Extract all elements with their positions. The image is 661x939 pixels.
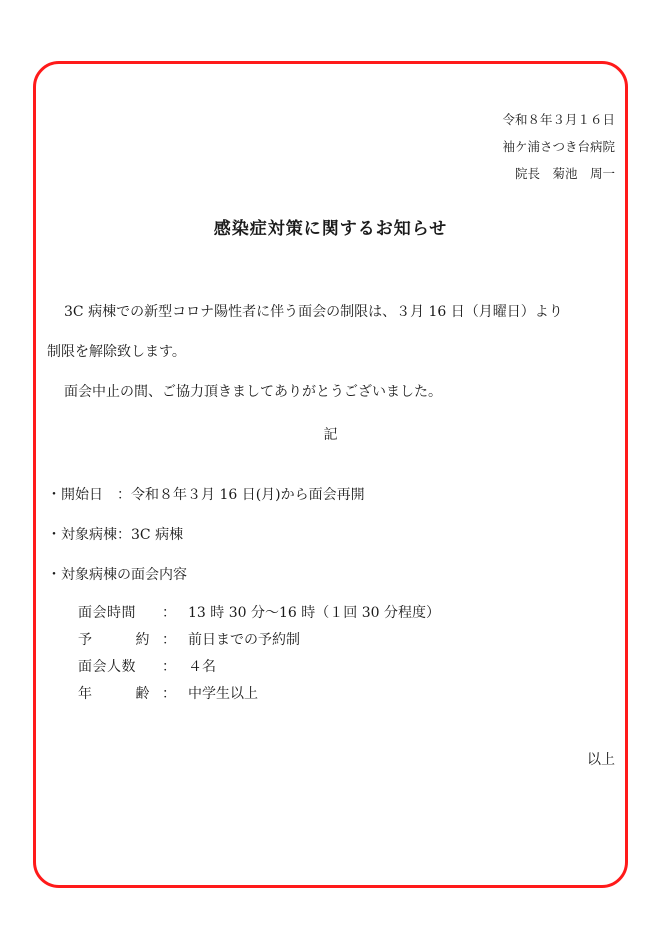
detail-label-char: 約 (135, 631, 150, 648)
body-line-3: 面会中止の間、ご協力頂きましてありがとうございました。 (64, 384, 442, 400)
body-line-1: 3C 病棟での新型コロナ陽性者に伴う面会の制限は、３月 16 日（月曜日）より (64, 304, 563, 320)
detail-label-char: 予 (78, 631, 93, 648)
detail-colon: ： (162, 604, 176, 621)
detail-colon: ： (162, 658, 176, 675)
closing-mark: 以上 (587, 752, 615, 768)
body-line-2: 制限を解除致します。 (47, 344, 186, 360)
detail-label: 面会時間 (78, 604, 136, 621)
detail-row-hours (78, 598, 440, 625)
detail-value: 13 時 30 分～16 時（１回 30 分程度） (188, 604, 440, 621)
detail-label-spread (78, 629, 150, 649)
detail-label-char: 年 (78, 685, 93, 702)
header-block (502, 106, 615, 187)
detail-row-reservation (78, 625, 440, 652)
ki-heading: 記 (323, 427, 338, 443)
visit-details (78, 598, 440, 706)
detail-colon: ： (162, 631, 176, 648)
bullet-start-date: ・開始日 ：令和８年３月 16 日(月)から面会再開 (47, 487, 365, 503)
notice-title: 感染症対策に関するお知らせ (213, 219, 448, 239)
detail-label (78, 683, 150, 703)
detail-row-age (78, 679, 440, 706)
detail-value: ４名 (188, 658, 216, 675)
detail-label-spread (78, 683, 150, 703)
detail-label: 面会人数 (78, 658, 136, 675)
hospital-name: 袖ケ浦さつき台病院 (502, 139, 615, 154)
director-name: 院長 菊池 周一 (514, 166, 615, 181)
detail-label (78, 629, 150, 649)
detail-value: 中学生以上 (188, 685, 258, 702)
detail-colon: ： (162, 685, 176, 702)
detail-row-visitors (78, 652, 440, 679)
bullet-visit-content: ・対象病棟の面会内容 (47, 567, 187, 583)
bullet-target-ward: ・対象病棟：3C 病棟 (47, 527, 184, 543)
detail-label-char: 齢 (135, 685, 150, 702)
detail-value: 前日までの予約制 (188, 631, 300, 648)
issue-date: 令和８年３月１６日 (502, 112, 615, 127)
